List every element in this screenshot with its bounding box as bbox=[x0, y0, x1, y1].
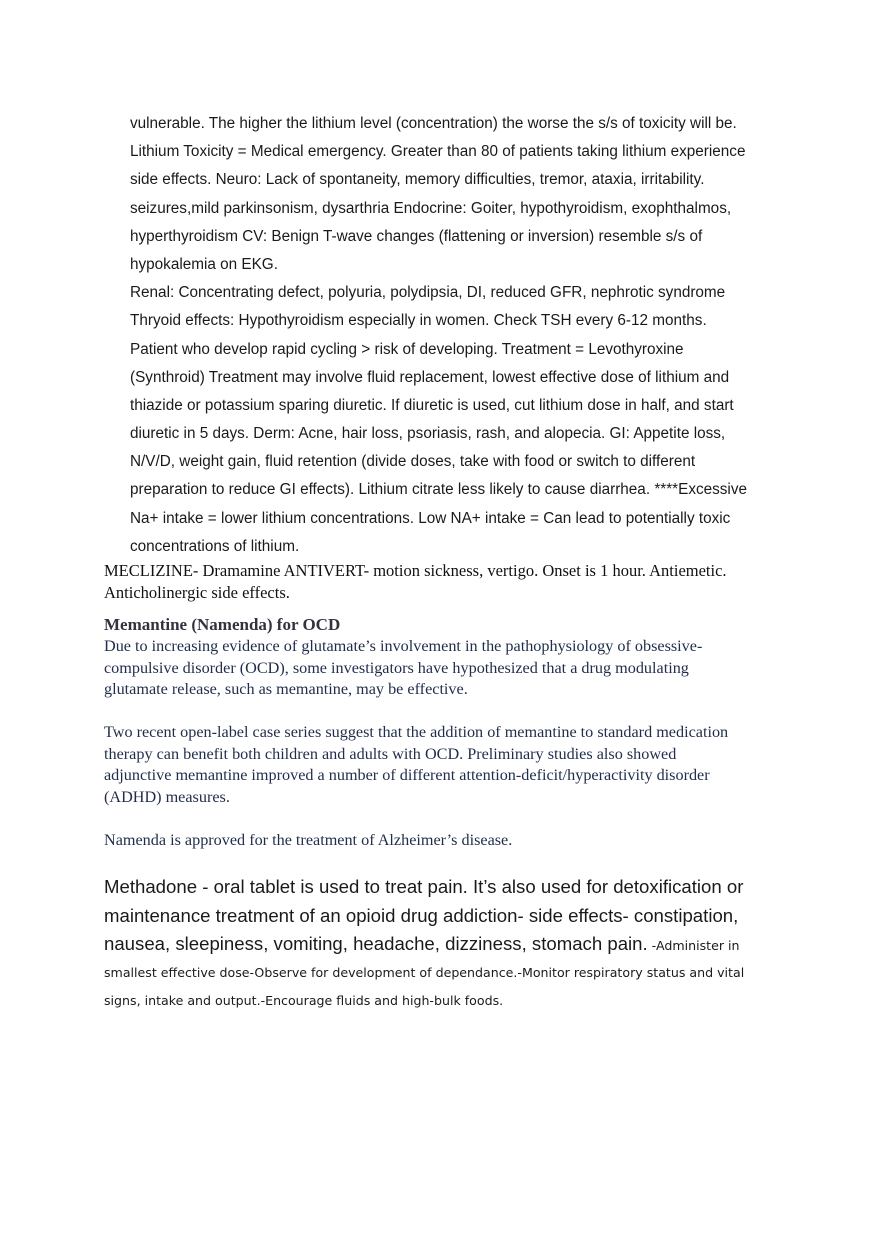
text-line: smallest effective dose-Observe for development of dependance.-Monitor respiratory status and vital bbox=[104, 964, 745, 980]
methadone-entry bbox=[104, 873, 804, 1016]
text-line: thiazide or potassium sparing diuretic. If diuretic is used, cut lithium dose in half, and start bbox=[130, 396, 734, 414]
text-line: concentrations of lithium. bbox=[130, 537, 300, 555]
text-line: vulnerable. The higher the lithium level (concentration) the worse the s/s of toxicity will be. bbox=[130, 115, 737, 132]
text-line: seizures,mild parkinsonism, dysarthria Endocrine: Goiter, hypothyroidism, exophthalmos, bbox=[130, 199, 732, 217]
text-line: Due to increasing evidence of glutamate’s involvement in the pathophysiology of obsessive- bbox=[104, 637, 703, 655]
text-line: adjunctive memantine improved a number of different attention-deficit/hyperactivity disorder bbox=[104, 766, 710, 785]
text-line: Two recent open-label case series suggest that the addition of memantine to standard medication bbox=[104, 723, 729, 741]
text-line: preparation to reduce GI effects). Lithium citrate less likely to cause diarrhea. ****Excessive bbox=[130, 481, 747, 499]
text-line: Na+ intake = lower lithium concentrations. Low NA+ intake = Can lead to potentially toxic bbox=[130, 509, 731, 527]
text-line: (ADHD) measures. bbox=[104, 787, 230, 806]
text-line: Lithium Toxicity = Medical emergency. Greater than 80 of patients taking lithium experience bbox=[130, 143, 746, 161]
text-line: maintenance treatment of an opioid drug addiction- side effects- constipation, bbox=[104, 904, 739, 926]
text-line: signs, intake and output.-Encourage fluids and high-bulk foods. bbox=[104, 993, 504, 1008]
text-line: therapy can benefit both children and adults with OCD. Preliminary studies also showed bbox=[104, 744, 677, 763]
memantine-paragraph bbox=[104, 722, 804, 808]
text-line: MECLIZINE- Dramamine ANTIVERT- motion sickness, vertigo. Onset is 1 hour. Antiemetic. bbox=[104, 561, 727, 580]
text-segment: nausea, sleepiness, vomiting, headache, dizziness, stomach pain. bbox=[104, 933, 648, 954]
text-line: glutamate release, such as memantine, may be effective. bbox=[104, 680, 468, 699]
text-line: hypokalemia on EKG. bbox=[130, 255, 278, 273]
text-line: Thryoid effects: Hypothyroidism especially in women. Check TSH every 6-12 months. bbox=[130, 312, 707, 330]
text-line: Patient who develop rapid cycling > risk of developing. Treatment = Levothyroxine bbox=[130, 340, 684, 358]
memantine-heading: Memantine (Namenda) for OCD bbox=[104, 615, 341, 634]
text-segment: -Administer in bbox=[647, 938, 740, 953]
memantine-paragraph bbox=[104, 636, 804, 701]
text-line: diuretic in 5 days. Derm: Acne, hair loss, psoriasis, rash, and alopecia. GI: Appetite loss, bbox=[130, 425, 726, 443]
text-line: Methadone - oral tablet is used to treat pain. It’s also used for detoxification or bbox=[104, 876, 744, 897]
text-line: Namenda is approved for the treatment of Alzheimer’s disease. bbox=[104, 831, 513, 849]
text-line: side effects. Neuro: Lack of spontaneity, memory difficulties, tremor, ataxia, irritability. bbox=[130, 171, 705, 189]
text-line: N/V/D, weight gain, fluid retention (divide doses, take with food or switch to different bbox=[130, 453, 696, 471]
text-line: (Synthroid) Treatment may involve fluid replacement, lowest effective dose of lithium and bbox=[130, 368, 730, 386]
text-line: Renal: Concentrating defect, polyuria, polydipsia, DI, reduced GFR, nephrotic syndrome bbox=[130, 284, 726, 302]
text-line: hyperthyroidism CV: Benign T-wave changes (flattening or inversion) resemble s/s of bbox=[130, 227, 703, 245]
text-line-mixed bbox=[104, 930, 804, 959]
memantine-paragraph bbox=[104, 830, 804, 852]
meclizine-entry bbox=[104, 560, 804, 603]
text-line: Anticholinergic side effects. bbox=[104, 582, 290, 602]
text-line: compulsive disorder (OCD), some investigators have hypothesized that a drug modulating bbox=[104, 658, 689, 677]
lithium-toxicity-section bbox=[130, 110, 810, 561]
